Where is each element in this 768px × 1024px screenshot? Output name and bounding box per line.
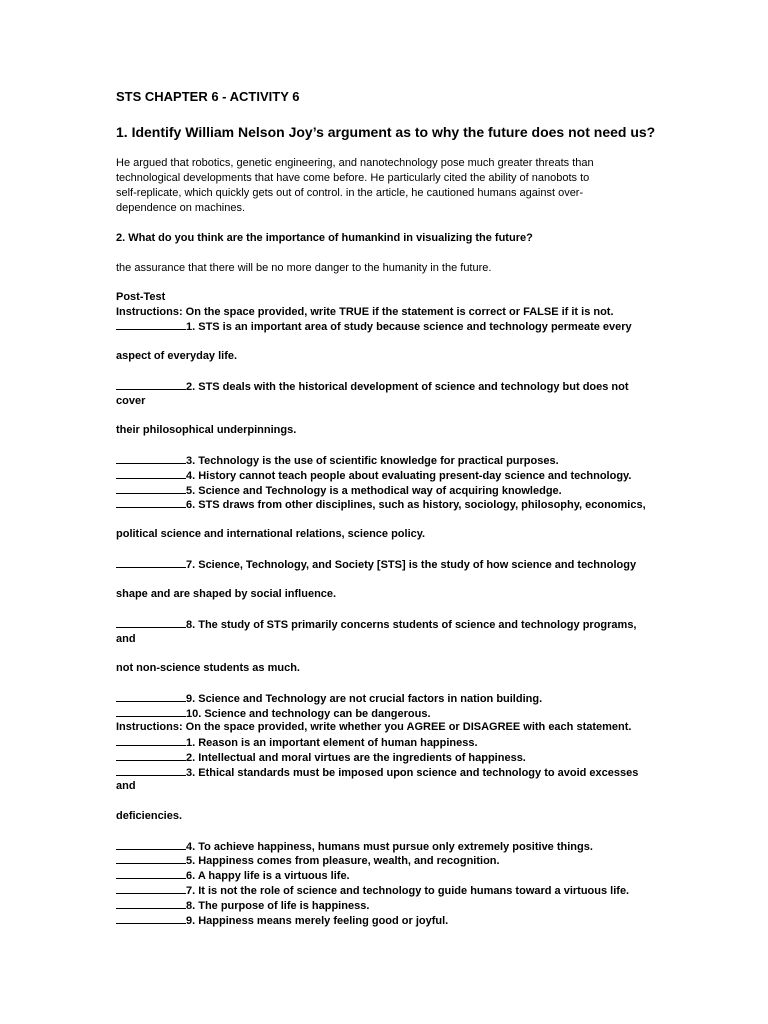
tf-item-cont: aspect of everyday life. [116,350,238,362]
agree-item: 7. It is not the role of science and technology to guide humans toward a virtuous life. [116,883,629,898]
page-title: STS CHAPTER 6 - ACTIVITY 6 [116,89,300,104]
answer-blank[interactable] [116,691,186,702]
question-2: 2. What do you think are the importance of humankind in visualizing the future? [116,232,533,244]
tf-item-cont: political science and international relations, science policy. [116,528,426,540]
posttest-heading: Post-Test [116,291,166,303]
answer-1-line: dependence on machines. [116,202,246,214]
answer-blank[interactable] [116,913,186,924]
agree-item: 5. Happiness comes from pleasure, wealth, and recognition. [116,853,500,868]
agree-item-cont: deficiencies. [116,810,183,822]
tf-item: 5. Science and Technology is a methodical way of acquiring knowledge. [116,483,562,498]
answer-blank[interactable] [116,453,186,464]
agree-item: 4. To achieve happiness, humans must pursue only extremely positive things. [116,839,593,854]
answer-blank[interactable] [116,868,186,879]
answer-blank[interactable] [116,765,186,776]
answer-2: the assurance that there will be no more danger to the humanity in the future. [116,262,492,274]
tf-item-cont: shape and are shaped by social influence. [116,588,337,600]
agree-item-cont: and [116,780,136,792]
answer-blank[interactable] [116,468,186,479]
tf-item: 7. Science, Technology, and Society [STS] is the study of how science and technology [116,557,636,572]
tf-item: 10. Science and technology can be dangerous. [116,706,431,721]
agree-item: 9. Happiness means merely feeling good or joyful. [116,913,448,928]
tf-item: 9. Science and Technology are not crucial factors in nation building. [116,691,542,706]
answer-1-line: He argued that robotics, genetic engineering, and nanotechnology pose much greater threats than [116,157,594,169]
tf-item-cont: not non-science students as much. [116,662,300,674]
instructions-true-false: Instructions: On the space provided, write TRUE if the statement is correct or FALSE if it is not. [116,306,614,318]
tf-item-cont: their philosophical underpinnings. [116,424,297,436]
tf-item: 2. STS deals with the historical development of science and technology but does not [116,379,629,394]
answer-blank[interactable] [116,735,186,746]
answer-blank[interactable] [116,557,186,568]
tf-item: 1. STS is an important area of study because science and technology permeate every [116,319,632,334]
tf-item: 6. STS draws from other disciplines, such as history, sociology, philosophy, economics, [116,497,646,512]
answer-blank[interactable] [116,497,186,508]
answer-blank[interactable] [116,898,186,909]
answer-blank[interactable] [116,483,186,494]
answer-blank[interactable] [116,853,186,864]
answer-1-line: self-replicate, which quickly gets out of control. in the article, he cautioned humans against over- [116,187,584,199]
tf-item: 8. The study of STS primarily concerns students of science and technology programs, [116,617,637,632]
answer-blank[interactable] [116,750,186,761]
instructions-agree-disagree: Instructions: On the space provided, write whether you AGREE or DISAGREE with each statement. [116,721,632,733]
answer-1-line: technological developments that have come before. He particularly cited the ability of nanobots to [116,172,590,184]
question-1: 1. Identify William Nelson Joy’s argument as to why the future does not need us? [116,124,656,140]
answer-blank[interactable] [116,839,186,850]
answer-blank[interactable] [116,706,186,717]
agree-item: 8. The purpose of life is happiness. [116,898,369,913]
agree-item: 3. Ethical standards must be imposed upon science and technology to avoid excesses [116,765,638,780]
tf-item-cont: cover [116,395,146,407]
agree-item: 1. Reason is an important element of human happiness. [116,735,478,750]
answer-blank[interactable] [116,319,186,330]
tf-item: 3. Technology is the use of scientific knowledge for practical purposes. [116,453,559,468]
agree-item: 6. A happy life is a virtuous life. [116,868,350,883]
agree-item: 2. Intellectual and moral virtues are the ingredients of happiness. [116,750,526,765]
answer-blank[interactable] [116,617,186,628]
tf-item-cont: and [116,633,136,645]
tf-item: 4. History cannot teach people about evaluating present-day science and technology. [116,468,631,483]
answer-blank[interactable] [116,883,186,894]
answer-blank[interactable] [116,379,186,390]
